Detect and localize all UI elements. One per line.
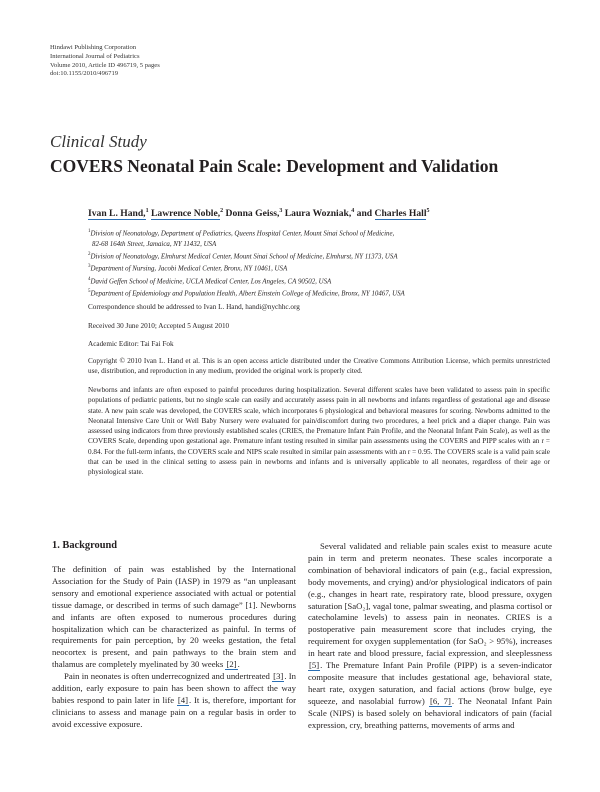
paragraph-text: Several validated and reliable pain scales exist to measure acute pain in term and preterm neonates. These scales incorporate a combination of behavioral indicators of pain (e.g., facial expression, body movements, and crying) and/or physiological indicators of pain (e.g., changes in heart rate, respiratory rate, blood pressure, oxygen saturation [SaO₂], vagal tone, palmar sweating, and plasma cortisol or catecholamine levels) to assess pain in neonates. CRIES is a postoperative pain measurement score that includes crying, the requirement for oxygen supplementation (for SaO₂ > 95%), increases in heart rate and blood pressure, facial expression, and sleeplessness [308,541,552,659]
section-heading-background: 1. Background [52,540,118,551]
citation-link[interactable]: [6, 7] [429,695,451,706]
paragraph-text: Pain in neonates is often underrecognized and undertreated [64,671,273,682]
affiliation-text: Division of Neonatology, Elmhurst Medical Center, Mount Sinai School of Medicine, Elmhurst, NY 11373, USA [90,253,398,260]
volume-info: Volume 2010, Article ID 496719, 5 pages [50,61,160,69]
copyright-text: Copyright © 2010 Ivan L. Hand et al. This is an open access article distributed under the Creative Commons Attribution License, which permits unrestricted use, distribution, and reproduction in any medium, provided the original work is properly cited. [88,357,550,376]
affiliation-item-continued [88,240,558,250]
citation-link[interactable]: [4] [177,694,189,705]
author-affiliation-marker: 2 [220,208,224,214]
paragraph-text: . [237,659,240,670]
received-accepted-dates: Received 30 June 2010; Accepted 5 August 2010 [88,322,230,330]
affiliation-item [88,287,558,300]
author-affiliation-marker: 4 [351,208,355,214]
affiliation-text: Department of Epidemiology and Population Health, Albert Einstein College of Medicine, Bronx, NY 10467, USA [90,290,405,298]
affiliation-text: Department of Nursing, Jacobi Medical Center, Bronx, NY 10461, USA [90,265,288,273]
paragraph-text: . The Premature Infant Pain Profile (PIPP) is a seven-indicator composite measure that includes gestational age, behavioral state, heart rate, oxygen saturation, and facial actions (brow bulge, eye squeeze, and nasolabial furrow) [308,660,552,706]
journal-name: International Journal of Pediatrics [50,52,140,60]
correspondence-line: Correspondence should be addressed to Ivan L. Hand, handi@nychhc.org [88,303,300,311]
paragraph-text: . The Neonatal Infant Pain Scale (NIPS) is based solely on behavioral indicators of pain (facial expression, cry, breathing patterns, movements of arms and [308,695,552,730]
author-affiliation-marker: 3 [279,208,283,214]
affiliation-number: 1 [88,229,91,234]
author-link-hall[interactable]: Charles Hall [374,208,427,220]
author-affiliation-marker: 5 [426,208,430,214]
journal-header [50,44,160,79]
abstract-text: Newborns and infants are often exposed to painful procedures during hospitalization. Several different scales have been validated to assess pain in specific populations of pediatric patients, but no single scale can easily and accurately assess pain in all newborns and infants regardless of gestational age and disease state. A new pain scale was developed, the COVERS scale, which incorporates 6 physiological and behavioral measures for scoring. Newborns admitted to the Neonatal Intensive Care Unit or Well Baby Nursery were evaluated for pain/discomfort during two procedures, a heel prick and a diaper change. Pain was assessed using indicators from three previously established scales (CRIES, the Premature Infant Pain Profile, and the Neonatal Infant Pain Scale), as well as the COVERS Scale, depending upon gestational age. Premature infant testing resulted in similar pain assessments using the COVERS and PIPP scales with an r = 0.84. For the full-term infants, the COVERS scale and NIPS scale resulted in similar pain assessments with an r = 0.95. The COVERS scale is a valid pain scale that can be used in the clinical setting to assess pain in newborns and infants and is universally applicable to all neonates, regardless of their age or physiological state. [88,386,550,477]
affiliation-item [88,227,558,240]
copyright-notice [88,356,550,377]
author-name-geiss: Donna Geiss, [225,208,280,220]
citation-link[interactable]: [3] [273,671,284,682]
author-affiliation-marker: 1 [145,208,149,214]
author-link-hand[interactable]: Ivan L. Hand, [88,208,146,220]
affiliation-text: 82-68 164th Street, Jamaica, NY 11432, USA [92,240,217,248]
affiliation-text: David Geffen School of Medicine, UCLA Medical Center, Los Angeles, CA 90502, USA [90,278,332,285]
article-type: Clinical Study [50,132,147,151]
affiliation-item [88,262,558,275]
affiliation-item [88,250,558,263]
author-conjunction: and [356,208,373,220]
body-column-right [308,541,552,732]
citation-link[interactable]: [2] [226,659,237,670]
paragraph-text: The definition of pain was established by the International Association for the Study of Pain (IASP) in 1979 as “an unpleasant sensory and emotional experience associated with actual or potential tissue damage, or described in terms of such damage” [1]. Newborns and infants are often exposed to numerous procedures during hospitalization which can be characterized as painful. In terms of requirements for pain perception, by 20 weeks gestation, the fetal neocortex is present, and pain pathways to the brain stem and thalamus are completely myelinated by 30 weeks [52,564,296,670]
author-link-noble[interactable]: Lawrence Noble, [151,208,221,220]
academic-editor: Academic Editor: Tai Fai Fok [88,340,174,348]
citation-link[interactable]: [5] [309,660,320,671]
abstract [88,385,550,478]
body-column-left [52,540,296,731]
affiliation-item [88,275,558,288]
body-paragraph [52,564,296,671]
affiliation-number: 3 [88,264,91,270]
doi: doi:10.1155/2010/496719 [50,70,119,78]
affiliation-text: Division of Neonatology, Department of Pediatrics, Queens Hospital Center, Mount Sinai School of Medicine, [90,230,395,238]
paragraph-text: . It is, therefore, important for clinicians to assess and manage pain on a regular basis in order to avoid excessive exposure. [52,694,297,729]
author-name-wozniak: Laura Wozniak, [284,208,352,220]
publisher-name: Hindawi Publishing Corporation [50,44,137,51]
affiliation-number: 5 [88,289,91,295]
affiliation-number: 2 [88,251,91,257]
affiliation-list [88,227,558,300]
author-list [88,208,429,219]
body-paragraph [52,671,296,731]
affiliation-number: 4 [88,276,91,282]
paragraph-text: . In addition, early exposure to pain has been shown to affect the way babies respond to pain later in life [52,671,296,705]
article-title: COVERS Neonatal Pain Scale: Development and Validation [50,156,499,176]
body-paragraph [308,541,552,732]
